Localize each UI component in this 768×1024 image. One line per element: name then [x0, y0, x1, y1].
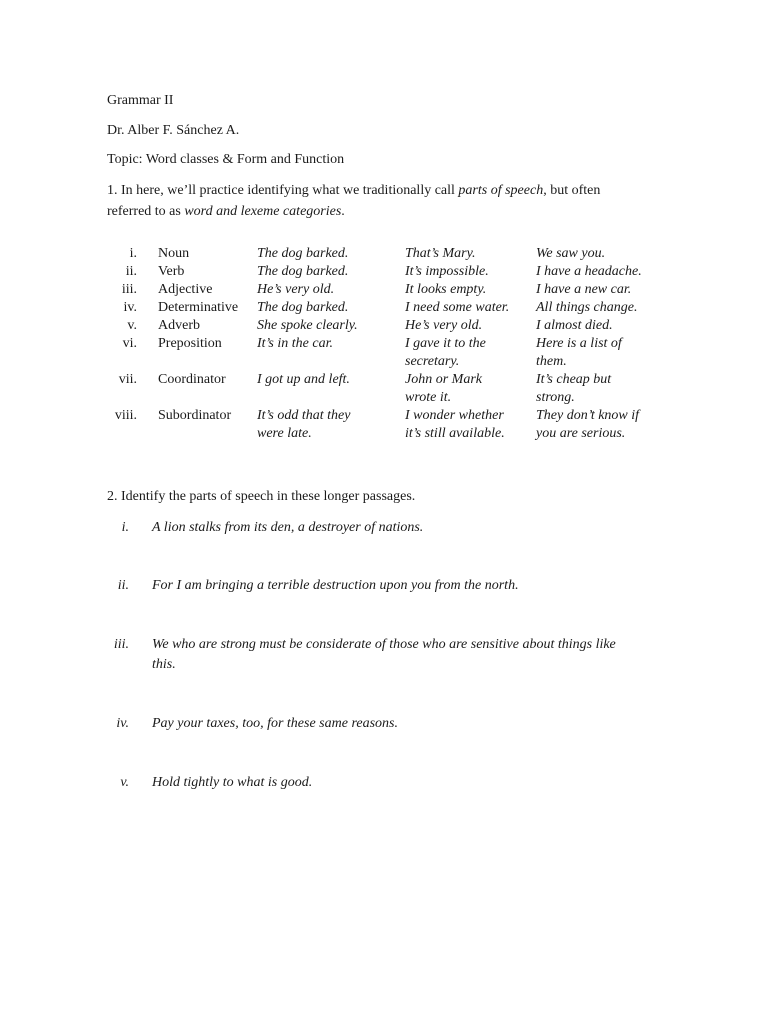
exercise-text: [152, 714, 667, 734]
example-cell-2: [405, 281, 536, 299]
row-number: iv.: [123, 300, 137, 315]
example-line: We saw you.: [536, 246, 606, 261]
exercise-line: We who are strong must be considerate of those who are sensitive about things like: [152, 637, 616, 652]
row-number: i.: [129, 246, 137, 261]
exercise-text: [152, 773, 667, 793]
example-cell-3: [536, 281, 661, 299]
course-title: Grammar II: [107, 93, 174, 108]
exercise-line: A lion stalks from its den, a destroyer of nations.: [152, 520, 424, 535]
example-cell-1: [257, 299, 405, 317]
word-class-row: [105, 371, 661, 407]
example-line: I have a headache.: [536, 264, 642, 279]
example-line: He’s very old.: [257, 282, 335, 297]
example-cell-2: [405, 245, 536, 263]
example-cell-1: [257, 281, 405, 299]
row-number: v.: [127, 318, 137, 333]
example-line: It’s in the car.: [257, 336, 333, 351]
intro-line-1: 1. In here, we’ll practice identifying what we traditionally call parts of speech, but often: [107, 183, 601, 198]
exercise-number: v.: [120, 775, 129, 790]
example-line: I got up and left.: [257, 372, 350, 387]
example-line: John or Mark: [405, 372, 482, 387]
instructor-name: Dr. Alber F. Sánchez A.: [107, 123, 240, 138]
exercise-number: iii.: [113, 637, 129, 652]
example-line: She spoke clearly.: [257, 318, 358, 333]
example-cell-3: [536, 407, 661, 443]
word-class-name: Coordinator: [158, 372, 226, 387]
topic-line: Topic: Word classes & Form and Function: [107, 152, 345, 167]
example-cell-3: [536, 245, 661, 263]
exercise-text: [152, 635, 667, 675]
example-line: It’s cheap but: [536, 372, 612, 387]
example-line: strong.: [536, 390, 575, 405]
example-cell-1: [257, 245, 405, 263]
example-line: They don’t know if: [536, 408, 640, 423]
example-line: Here is a list of: [536, 336, 622, 351]
example-line: I have a new car.: [536, 282, 632, 297]
example-line: The dog barked.: [257, 300, 349, 315]
example-line: That’s Mary.: [405, 246, 476, 261]
example-line: He’s very old.: [405, 318, 483, 333]
example-line: It’s odd that they: [257, 408, 351, 423]
exercise-number: i.: [121, 520, 129, 535]
word-class-name: Subordinator: [158, 408, 232, 423]
row-number: vii.: [118, 372, 137, 387]
example-line: them.: [536, 354, 567, 369]
example-line: were late.: [257, 426, 312, 441]
word-class-row: [105, 263, 661, 281]
exercise-line: this.: [152, 657, 176, 672]
row-number: iii.: [121, 282, 137, 297]
example-cell-2: [405, 335, 536, 371]
exercise-text: [152, 518, 667, 538]
example-line: I gave it to the: [405, 336, 486, 351]
example-cell-1: [257, 263, 405, 281]
example-line: I need some water.: [405, 300, 510, 315]
exercise-text: [152, 576, 667, 596]
exercise-line: Pay your taxes, too, for these same reasons.: [152, 716, 398, 731]
example-cell-1: [257, 407, 405, 443]
word-class-name: Adverb: [158, 318, 200, 333]
example-cell-3: [536, 371, 661, 407]
word-class-name: Determinative: [158, 300, 239, 315]
example-line: I almost died.: [536, 318, 613, 333]
example-cell-1: [257, 371, 405, 407]
example-cell-3: [536, 335, 661, 371]
exercise-number: iv.: [116, 716, 129, 731]
row-number: viii.: [114, 408, 137, 423]
example-line: it’s still available.: [405, 426, 505, 441]
example-line: The dog barked.: [257, 264, 349, 279]
example-cell-2: [405, 263, 536, 281]
row-number: ii.: [125, 264, 137, 279]
example-line: you are serious.: [536, 426, 626, 441]
example-cell-3: [536, 263, 661, 281]
example-line: The dog barked.: [257, 246, 349, 261]
example-cell-1: [257, 335, 405, 371]
word-class-row: [105, 407, 661, 443]
exercise-line: For I am bringing a terrible destruction upon you from the north.: [152, 578, 519, 593]
word-class-row: [105, 299, 661, 317]
intro-line-2: referred to as word and lexeme categories.: [107, 204, 345, 219]
example-line: secretary.: [405, 354, 460, 369]
word-class-row: [105, 245, 661, 263]
word-class-name: Preposition: [158, 336, 222, 351]
word-class-table: [105, 245, 661, 443]
row-number: vi.: [122, 336, 137, 351]
word-class-name: Noun: [158, 246, 190, 261]
example-cell-2: [405, 407, 536, 443]
section2-heading: 2. Identify the parts of speech in these longer passages.: [107, 489, 416, 504]
word-class-row: [105, 335, 661, 371]
example-line: It looks empty.: [405, 282, 487, 297]
example-cell-3: [536, 299, 661, 317]
exercise-line: Hold tightly to what is good.: [152, 775, 313, 790]
example-cell-2: [405, 371, 536, 407]
example-line: All things change.: [536, 300, 638, 315]
example-line: I wonder whether: [405, 408, 504, 423]
word-class-name: Adjective: [158, 282, 213, 297]
section1-intro: [107, 180, 667, 222]
example-line: wrote it.: [405, 390, 452, 405]
word-class-name: Verb: [158, 264, 185, 279]
example-cell-2: [405, 299, 536, 317]
word-class-row: [105, 281, 661, 299]
example-cell-3: [536, 317, 661, 335]
example-line: It’s impossible.: [405, 264, 489, 279]
example-cell-2: [405, 317, 536, 335]
exercise-number: ii.: [117, 578, 129, 593]
word-class-row: [105, 317, 661, 335]
example-cell-1: [257, 317, 405, 335]
